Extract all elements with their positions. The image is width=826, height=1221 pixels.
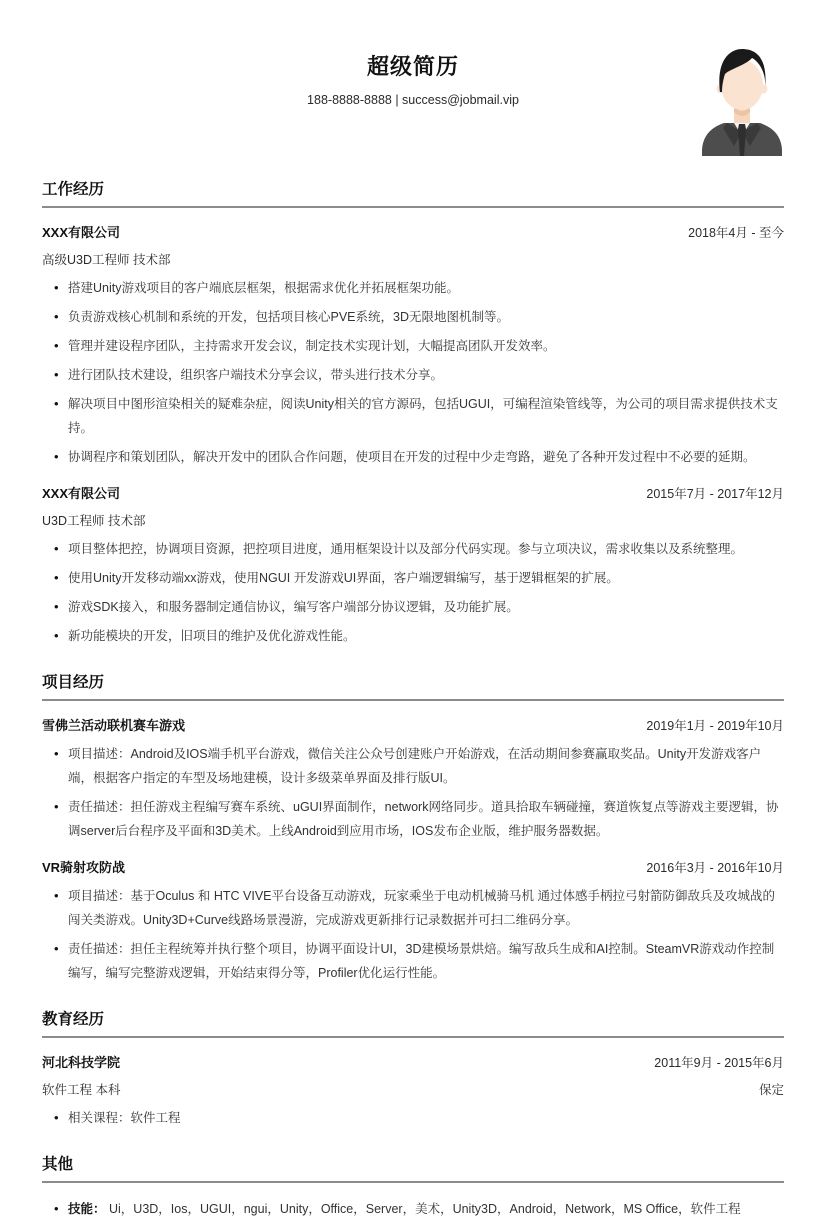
- bullet-item: • 使用Unity开发移动端xx游戏，使用NGUI 开发游戏UI界面，客户端逻辑编写，基于逻辑框架的扩展。: [68, 566, 784, 590]
- avatar: [694, 44, 790, 156]
- entry-head: [42, 222, 784, 241]
- bullet-item: • 管理并建设程序团队，主持需求开发会议，制定技术实现计划，大幅提高团队开发效率。: [68, 334, 784, 358]
- section-education: [42, 1007, 784, 1130]
- job-title: U3D工程师 技术部: [42, 514, 146, 528]
- entry-head: [42, 483, 784, 502]
- skills-text: Ui，U3D，Ios，UGUI，ngui，Unity，Office，Server，美术，Unity3D，Android，Network，MS Office，软件工程: [105, 1202, 741, 1216]
- bullet-list: [42, 537, 784, 648]
- bullet-item: • 责任描述：担任主程统筹并执行整个项目，协调平面设计UI，3D建模场景烘焙。编写敌兵生成和AI控制。SteamVR游戏动作控制编写，编写完整游戏逻辑，开始结束得分等，Profiler优化运行性能。: [68, 937, 784, 985]
- section-heading-education: 教育经历: [42, 1007, 784, 1038]
- bullet-item: • 解决项目中图形渲染相关的疑难杂症，阅读Unity相关的官方源码，包括UGUI，可编程渲染管线等，为公司的项目需求提供技术支持。: [68, 392, 784, 440]
- company-name: XXX有限公司: [42, 486, 121, 501]
- bullet-item: • 相关课程：软件工程: [68, 1106, 784, 1130]
- work-entry-2: [42, 483, 784, 648]
- bullet-list: [42, 1197, 784, 1221]
- date-range: 2018年4月 - 至今: [688, 226, 784, 240]
- education-entry: [42, 1052, 784, 1130]
- project-entry-2: [42, 857, 784, 985]
- bullet-item: • 项目描述：基于Oculus 和 HTC VIVE平台设备互动游戏，玩家乘坐于电动机械骑马机 通过体感手柄拉弓射箭防御敌兵及攻城战的闯关类游戏。Unity3D+Curve线路场景漫游，完成游戏更新排行记录数据并可扫二维码分享。: [68, 884, 784, 932]
- bullet-list: [42, 884, 784, 985]
- entry-head: [42, 857, 784, 876]
- date-range: 2019年1月 - 2019年10月: [646, 719, 784, 733]
- contact-info: 188-8888-8888 | success@jobmail.vip: [307, 93, 519, 107]
- section-other: [42, 1152, 784, 1221]
- section-heading-other: 其他: [42, 1152, 784, 1183]
- resume-header: [42, 0, 784, 155]
- entry-head: [42, 715, 784, 734]
- avatar-image: [694, 44, 790, 156]
- company-name: XXX有限公司: [42, 225, 121, 240]
- bullet-list: [42, 1106, 784, 1130]
- bullet-item: • 项目描述：Android及IOS端手机平台游戏，微信关注公众号创建账户开始游戏，在活动期间参赛赢取奖品。Unity开发游戏客户端，根据客户指定的车型及场地建模，设计多级菜单界面及排行版UI。: [68, 742, 784, 790]
- entry-subrow: [42, 250, 784, 268]
- degree-major: 软件工程 本科: [42, 1083, 121, 1097]
- school-name: 河北科技学院: [42, 1055, 121, 1070]
- skills-label: 技能：: [68, 1202, 106, 1216]
- date-range: 2016年3月 - 2016年10月: [646, 861, 784, 875]
- bullet-item: • 负责游戏核心机制和系统的开发，包括项目核心PVE系统，3D无限地图机制等。: [68, 305, 784, 329]
- project-name: 雪佛兰活动联机赛车游戏: [42, 718, 186, 733]
- section-work: [42, 177, 784, 648]
- entry-head: [42, 1052, 784, 1071]
- section-projects: [42, 670, 784, 985]
- project-entry-1: [42, 715, 784, 843]
- date-range: 2011年9月 - 2015年6月: [654, 1056, 784, 1070]
- work-entry-1: [42, 222, 784, 469]
- bullet-item: • 新功能模块的开发，旧项目的维护及优化游戏性能。: [68, 624, 784, 648]
- project-name: VR骑射攻防战: [42, 860, 126, 875]
- skills-item: [68, 1197, 784, 1221]
- entry-subrow: [42, 511, 784, 529]
- bullet-item: • 进行团队技术建设，组织客户端技术分享会议，带头进行技术分享。: [68, 363, 784, 387]
- section-heading-projects: 项目经历: [42, 670, 784, 701]
- bullet-item: • 搭建Unity游戏项目的客户端底层框架，根据需求优化并拓展框架功能。: [68, 276, 784, 300]
- date-range: 2015年7月 - 2017年12月: [646, 487, 784, 501]
- school-location: 保定: [758, 1083, 784, 1097]
- job-title: 高级U3D工程师 技术部: [42, 253, 171, 267]
- entry-subrow: [42, 1080, 784, 1098]
- section-heading-work: 工作经历: [42, 177, 784, 208]
- page-title: 超级简历: [366, 54, 459, 79]
- bullet-item: • 协调程序和策划团队，解决开发中的团队合作问题，使项目在开发的过程中少走弯路，避免了各种开发过程中不必要的延期。: [68, 445, 784, 469]
- bullet-item: • 项目整体把控，协调项目资源，把控项目进度，通用框架设计以及部分代码实现。参与立项决议，需求收集以及系统整理。: [68, 537, 784, 561]
- bullet-item: • 游戏SDK接入，和服务器制定通信协议，编写客户端部分协议逻辑，及功能扩展。: [68, 595, 784, 619]
- bullet-list: [42, 276, 784, 469]
- bullet-item: • 责任描述：担任游戏主程编写赛车系统、uGUI界面制作，network网络同步。道具拾取车辆碰撞，赛道恢复点等游戏主要逻辑，协调server后台程序及平面和3D美术。上线Android到应用市场，IOS发布企业版，维护服务器数据。: [68, 795, 784, 843]
- bullet-list: [42, 742, 784, 843]
